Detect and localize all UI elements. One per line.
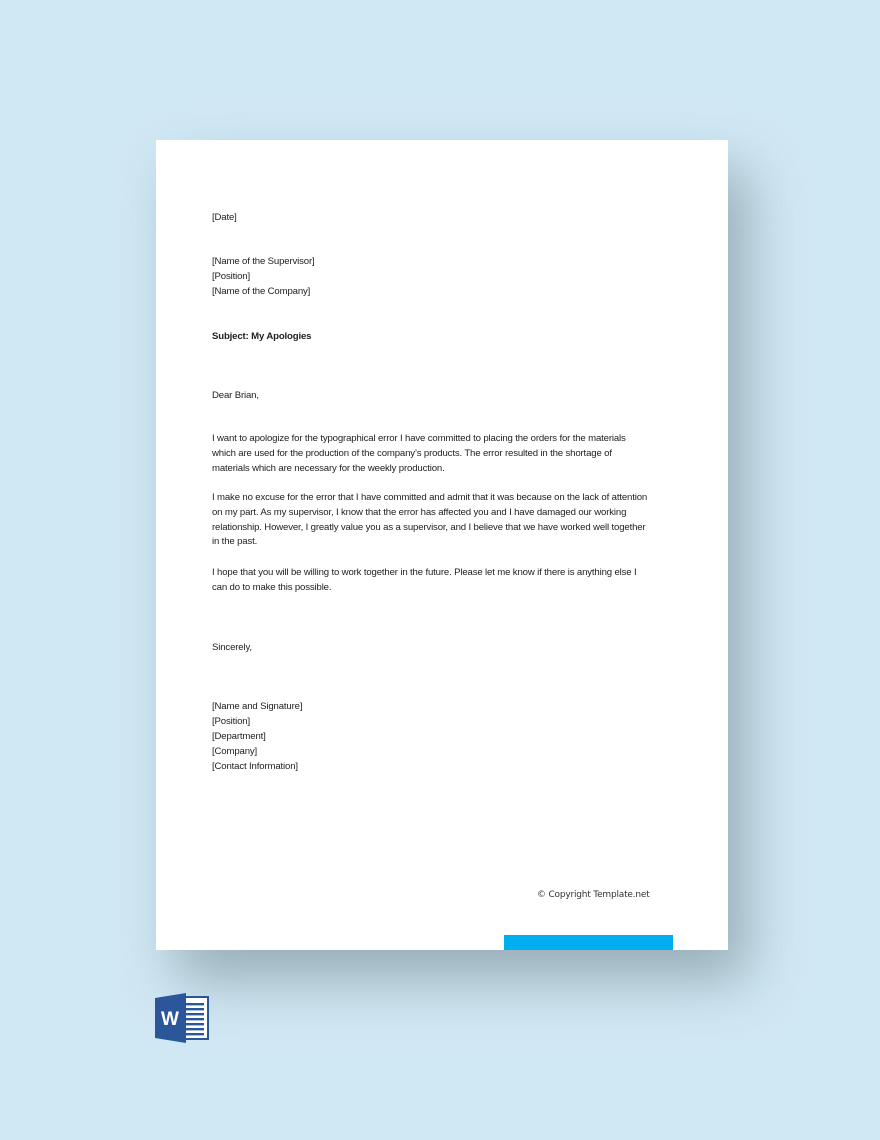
signature-department: [Department] <box>212 731 266 742</box>
recipient-position: [Position] <box>212 271 250 282</box>
signature-company: [Company] <box>212 746 258 757</box>
subject-line: Subject: My Apologies <box>212 331 312 342</box>
word-icon <box>155 993 210 1043</box>
signature-name: [Name and Signature] <box>212 701 303 712</box>
salutation: Dear Brian, <box>212 390 259 401</box>
body-paragraph-3: I hope that you will be willing to work together in the future. Please let me know if there is anything else I can do to make this possible. <box>212 567 637 593</box>
accent-bar <box>504 935 673 950</box>
word-letter: W <box>161 1009 179 1030</box>
body-paragraph-1: I want to apologize for the typographical error I have committed to placing the orders for the materials which are used for the production of the company’s products. The error resulted in the shortage of materials which are necessary for the weekly production. <box>212 433 626 474</box>
signature-position: [Position] <box>212 716 250 727</box>
recipient-name: [Name of the Supervisor] <box>212 256 315 267</box>
date-placeholder: [Date] <box>212 212 237 223</box>
body-paragraph-2: I make no excuse for the error that I have committed and admit that it was because on the lack of attention on my part. As my supervisor, I know that the error has affected you and I have damaged our working relationship. However, I greatly value you as a supervisor, and I believe that we have worked well together in the past. <box>212 492 648 548</box>
recipient-company: [Name of the Company] <box>212 286 311 297</box>
signature-contact: [Contact Information] <box>212 761 298 772</box>
document-page <box>156 140 728 950</box>
copyright-notice: © Copyright Template.net <box>537 890 650 900</box>
closing: Sincerely, <box>212 642 252 653</box>
